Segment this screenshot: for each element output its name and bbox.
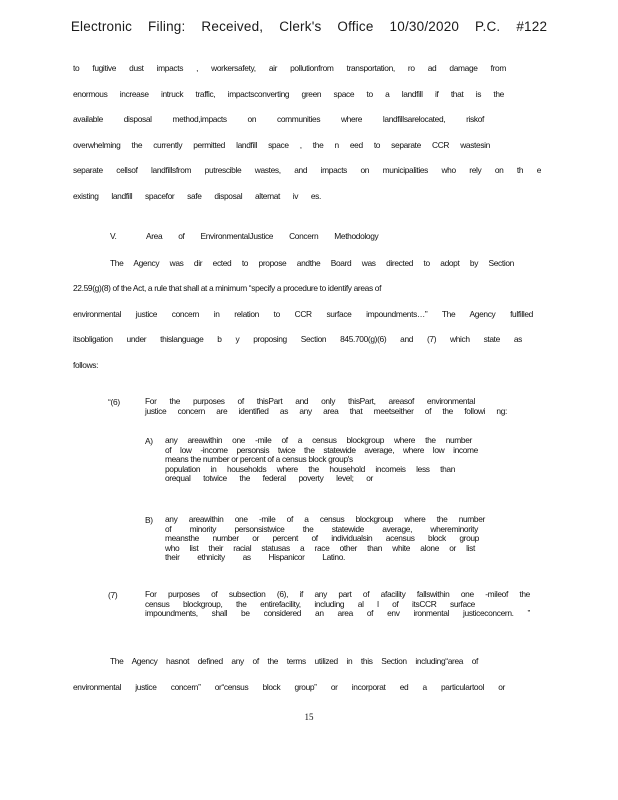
text-line: For the purposes of thisPart and only thisPart, areasof environmental: [145, 396, 475, 406]
section-title: Area of EnvironmentalJustice Concern Methodology: [145, 231, 379, 241]
text-line: orequal totwice the federal poverty level; or: [165, 473, 373, 484]
section-heading: [110, 231, 378, 241]
subsection-marker-7: (7): [108, 590, 118, 600]
text-line: environmental justice concern in relation to CCR surface impoundments…” The Agency fulfilled: [73, 309, 533, 319]
subsection-7-text: [145, 590, 530, 619]
text-line: justice concern are identified as any area that meetseither of the followi ng:: [145, 405, 507, 416]
text-line: any areawithin one -mile of a census blockgroup where the number: [165, 435, 472, 445]
text-line: overwhelming the currently permitted landfill space , the n eed to separate CCR wastesin: [73, 140, 490, 150]
text-line: 22.59(g)(8) of the Act, a rule that shall at a minimum “specify a procedure to identify areas of: [73, 283, 382, 293]
text-line: of minority personsistwice the statewide average, whereminority: [165, 523, 478, 534]
item-marker-a: A): [145, 436, 153, 446]
text-line: census blockgroup, the entirefacility, including al l of itsCCR surface: [145, 598, 475, 609]
text-line: enormous increase intruck traffic, impactsconverting green space to a landfill if that is the: [73, 89, 504, 99]
text-line: meansthe number or percent of individualsin acensus block group: [165, 533, 479, 544]
item-marker-b: B): [145, 515, 153, 525]
text-line: their ethnicity as Hispanicor Latino.: [165, 552, 345, 563]
text-line: The Agency was dir ected to propose andthe Board was directed to adopt by Section: [110, 258, 514, 268]
text-line: who list their racial statusas a race other than white alone or list: [165, 542, 475, 553]
text-line: The Agency hasnot defined any of the terms utilized in this Section including“area of: [110, 656, 478, 666]
text-line: follows:: [73, 360, 99, 370]
subsection-6-intro: [145, 397, 507, 416]
item-a-text: [165, 436, 478, 484]
item-b-text: [165, 515, 485, 563]
text-line: separate cellsof landfillsfrom putrescible wastes, and impacts on municipalities who rely on th e: [73, 165, 541, 175]
page-number: 15: [304, 712, 314, 722]
text-line: to fugitive dust impacts , workersafety, air pollutionfrom transportation, ro ad damage from: [73, 63, 506, 73]
text-line: For purposes of subsection (6), if any part of afacility fallswithin one -mileof the: [145, 589, 530, 599]
text-line: any areawithin one -mile of a census blockgroup where the number: [165, 514, 485, 524]
text-line: population in households where the household incomeis less than: [165, 463, 455, 474]
text-line: available disposal method,impacts on communities where landfillsarelocated, riskof: [73, 114, 484, 124]
text-line: of low -income personsis twice the statewide average, where low income: [165, 444, 478, 455]
filing-header: Electronic Filing: Received, Clerk's Office 10/30/2020 P.C. #122: [70, 19, 548, 34]
text-line: itsobligation under thislanguage b y proposing Section 845.700(g)(6) and (7) which state as: [73, 334, 522, 344]
text-line: means the number or percent of a census block group's: [165, 454, 353, 465]
subsection-marker-6: “(6): [108, 397, 120, 407]
text-line: environmental justice concern” or“census block group” or incorporat ed a particulartool or: [73, 682, 505, 692]
section-number: V.: [110, 231, 117, 241]
text-line: impoundments, shall be considered an area of env ironmental justiceconcern. ”: [145, 608, 530, 619]
text-line: existing landfill spacefor safe disposal altemat iv es.: [73, 191, 321, 201]
